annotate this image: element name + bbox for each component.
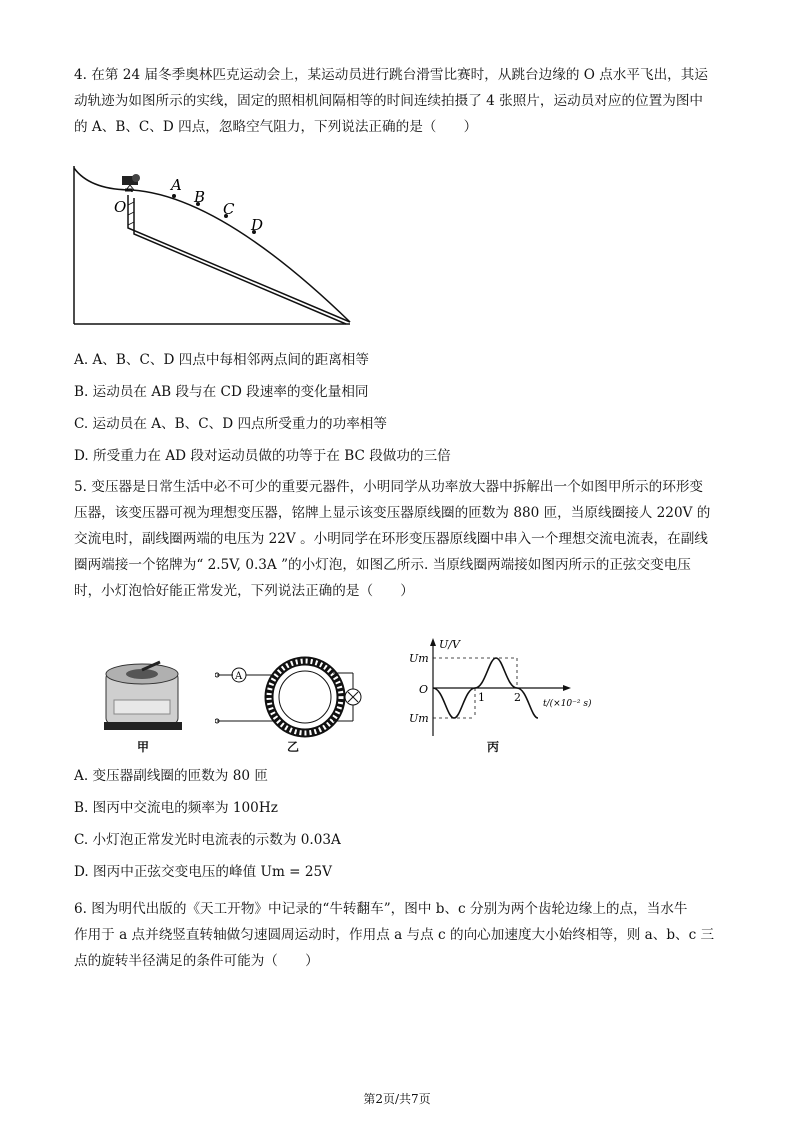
point-label-o: O: [114, 198, 127, 216]
q5-line: 5. 变压器是日常生活中必不可少的重要元器件，小明同学从功率放大器中拆解出一个如图甲所示的环形变: [74, 479, 704, 495]
q4-option-c[interactable]: C. 运动员在 A、B、C、D 四点所受重力的功率相等: [74, 416, 387, 432]
page-footer: 第2页/共7页: [363, 1092, 431, 1106]
q4-line: 动轨迹为如图所示的实线，固定的照相机间隔相等的时间连续拍摄了 4 张照片，运动员对应的位置为图中: [74, 93, 704, 109]
q5-line: 时，小灯泡恰好能正常发光，下列说法正确的是（ ）: [74, 583, 414, 599]
q6-line: 6. 图为明代出版的《天工开物》中记录的“牛转翻车”，图中 b、c 分别为两个齿轮边缘上的点，当水牛: [74, 901, 688, 917]
q4-line: 4. 在第 24 届冬季奥林匹克运动会上，某运动员进行跳台滑雪比赛时，从跳台边缘的 O 点水平飞出，其运: [74, 67, 708, 83]
transformer-photo: [100, 660, 190, 740]
q5-option-b[interactable]: B. 图丙中交流电的频率为 100Hz: [74, 800, 278, 816]
um-top-label: Um: [409, 652, 429, 665]
um-bottom-label: Um: [409, 712, 429, 725]
ammeter-label: A: [235, 671, 243, 682]
q5-line: 压器，该变压器可视为理想变压器，铭牌上显示该变压器原线圈的匝数为 880 匝，当原线圈接人 220V 的: [74, 505, 711, 521]
x-axis-label: t/(×10⁻² s): [543, 699, 592, 709]
q4-line: 的 A、B、C、D 四点，忽略空气阻力，下列说法正确的是（ ）: [74, 119, 478, 135]
q4-option-d[interactable]: D. 所受重力在 AD 段对运动员做的功等于在 BC 段做功的三倍: [74, 448, 451, 464]
ski-jump-figure: [70, 160, 355, 330]
q6-line: 作用于 a 点并绕竖直转轴做匀速圆周运动时，作用点 a 与点 c 的向心加速度大小始终相等，则 a、b、c 三: [74, 927, 715, 943]
q5-option-d[interactable]: D. 图丙中正弦交变电压的峰值 Um = 25V: [74, 864, 332, 880]
tick-1-label: 1: [478, 691, 485, 704]
toroid-circuit: [215, 655, 375, 740]
q5-option-a[interactable]: A. 变压器副线圈的匝数为 80 匝: [74, 768, 268, 784]
caption-bing: 丙: [487, 740, 500, 754]
caption-yi: 乙: [287, 740, 300, 754]
point-label-a: A: [171, 176, 182, 194]
tick-2-label: 2: [514, 691, 521, 704]
origin-label: O: [419, 683, 429, 696]
question-5-stem: [74, 474, 724, 604]
question-4-stem: [74, 62, 724, 140]
point-label-d: D: [251, 216, 264, 234]
y-axis-label: U/V: [439, 638, 460, 651]
q5-option-c[interactable]: C. 小灯泡正常发光时电流表的示数为 0.03A: [74, 832, 341, 848]
q4-option-b[interactable]: B. 运动员在 AB 段与在 CD 段速率的变化量相同: [74, 384, 369, 400]
q5-line: 圈两端接一个铭牌为“ 2.5V, 0.3A ”的小灯泡，如图乙所示. 当原线圈两端接如图丙所示的正弦交变电压: [74, 557, 691, 573]
point-label-b: B: [194, 188, 206, 206]
voltage-sine-graph: [405, 636, 605, 740]
point-label-c: C: [223, 200, 235, 218]
q4-option-a[interactable]: A. A、B、C、D 四点中每相邻两点间的距离相等: [74, 352, 369, 368]
q6-line: 点的旋转半径满足的条件可能为（ ）: [74, 953, 319, 969]
q5-line: 交流电时，副线圈两端的电压为 22V 。小明同学在环形变压器原线圈中串入一个理想交流电流表，在副线: [74, 531, 708, 547]
caption-jia: 甲: [137, 740, 150, 754]
question-6-stem: [74, 896, 724, 974]
